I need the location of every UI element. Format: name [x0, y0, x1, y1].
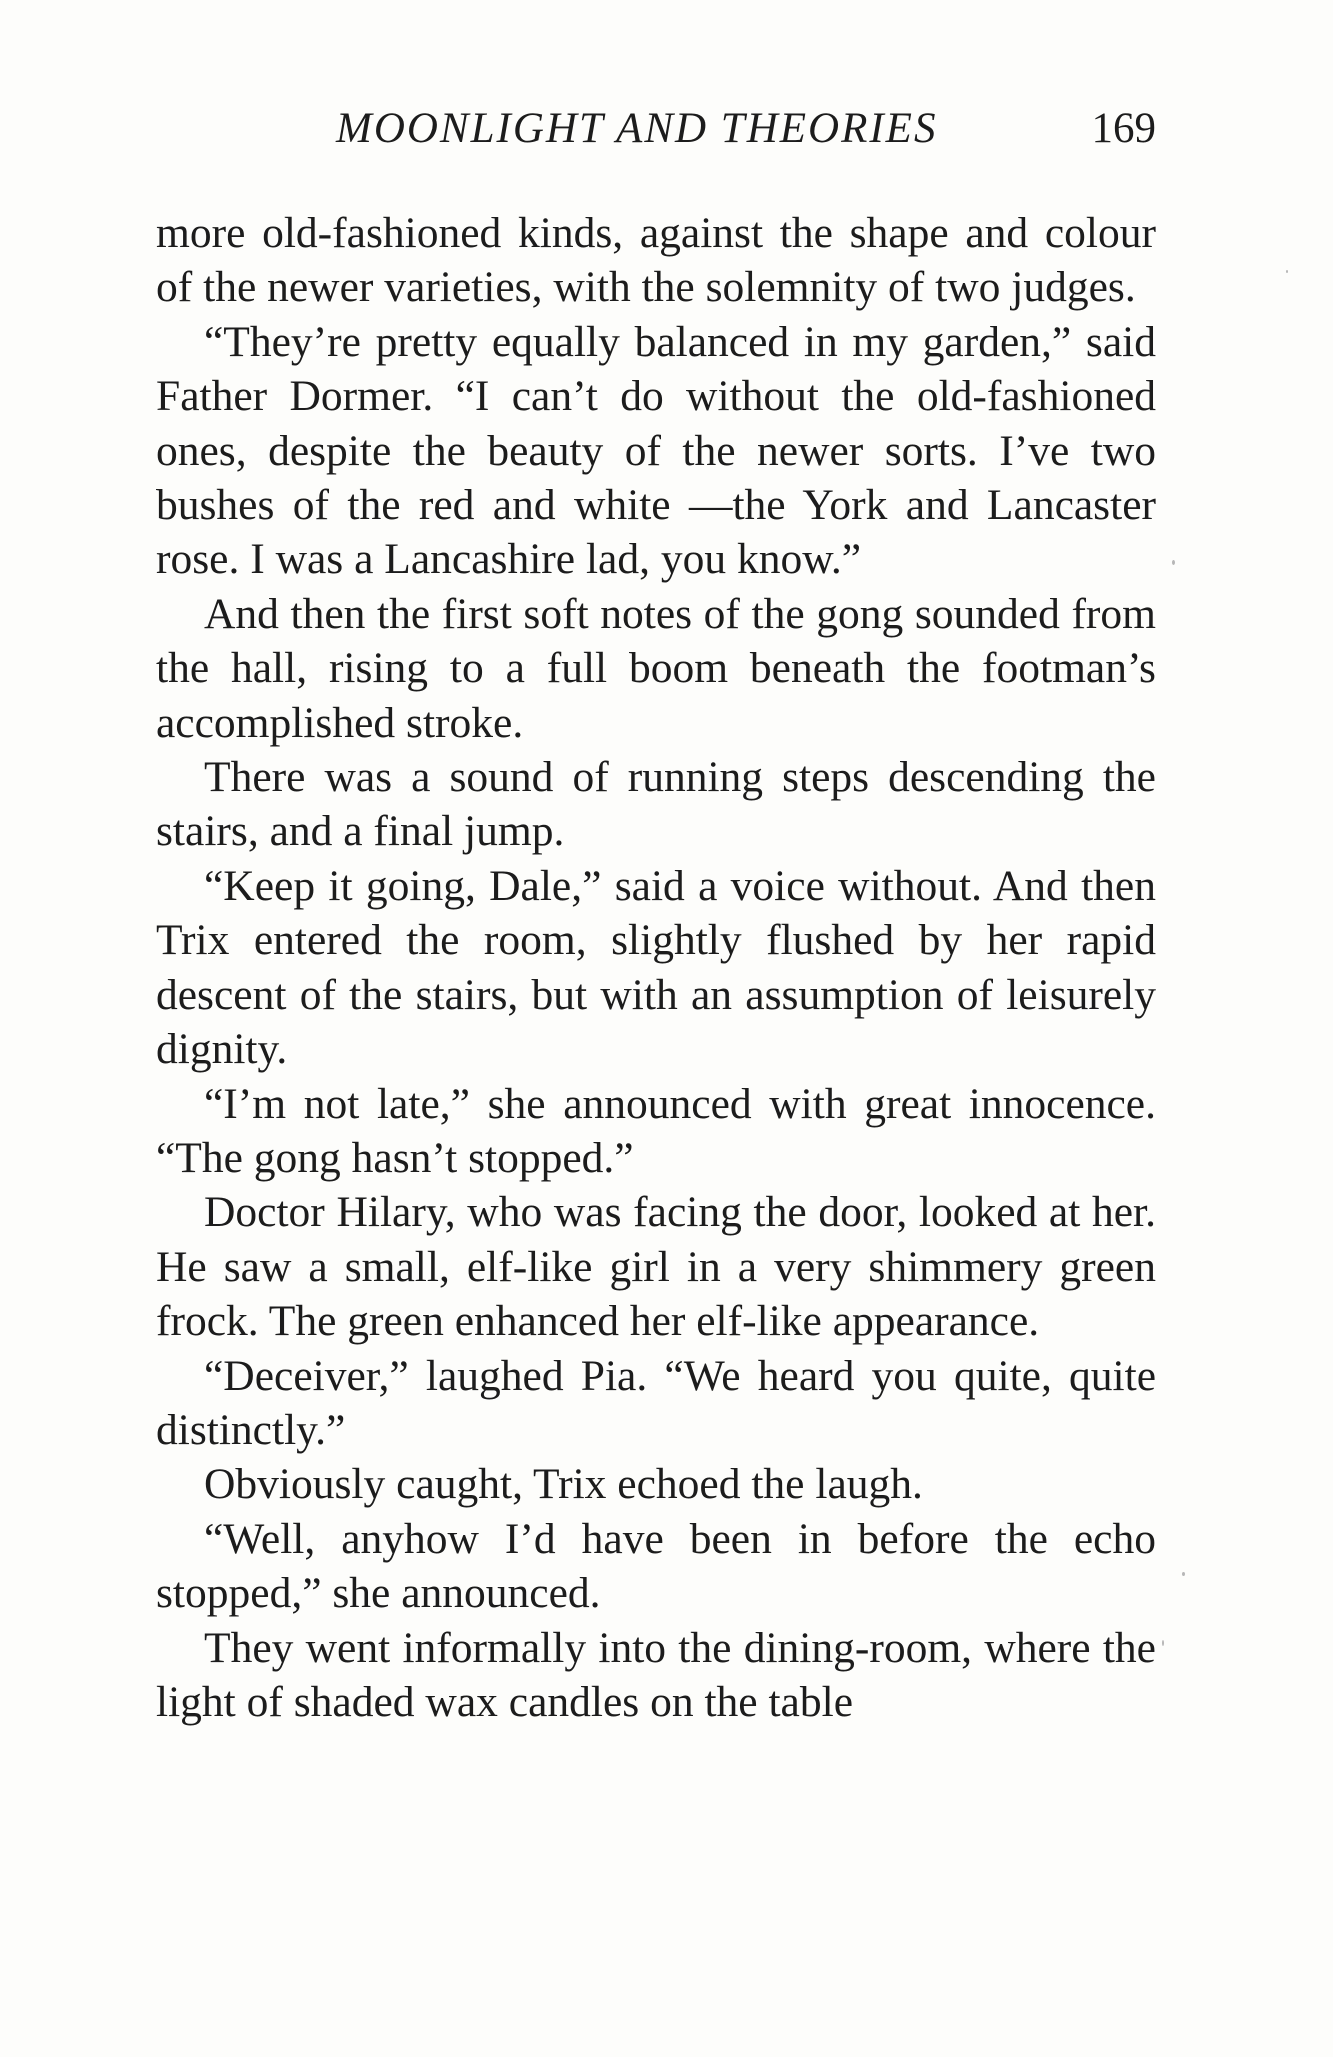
running-head: [156, 104, 1156, 164]
paragraph: Obviously caught, Trix echoed the laugh.: [204, 1460, 923, 1509]
paragraph: “They’re pretty equally balanced in my garden,” said Father Dormer. “I can’t do without the old-fashioned ones, despite the beauty of the newer sorts. I’ve two bushes of the red and white —the York and Lancaster rose. I was a Lancashire lad, you know.”: [156, 317, 1156, 584]
paragraph: “I’m not late,” she announced with great innocence. “The gong hasn’t stopped.”: [156, 1079, 1156, 1182]
page-number: 169: [1091, 105, 1156, 152]
paragraph: And then the first soft notes of the gong sounded from the hall, rising to a full boom beneath the footman’s accomplished stroke.: [156, 589, 1156, 747]
paragraph: “Well, anyhow I’d have been in before the echo stopped,” she announced.: [156, 1514, 1156, 1618]
paper-speck: [1286, 270, 1288, 273]
paragraph: “Deceiver,” laughed Pia. “We heard you quite, quite distinctly.”: [156, 1351, 1156, 1454]
paragraph: Doctor Hilary, who was facing the door, looked at her. He saw a small, elf-like girl in a very shimmery green frock. The green enhanced her elf-like appearance.: [156, 1188, 1156, 1346]
paper-speck: [1162, 1640, 1164, 1646]
paper-speck: [1182, 1572, 1185, 1576]
paragraph: more old-fashioned kinds, against the shape and colour of the newer varieties, with the solemnity of two judges.: [156, 209, 1156, 312]
paragraph: “Keep it going, Dale,” said a voice without. And then Trix entered the room, slightly flushed by her rapid descent of the stairs, but with an assumption of leisurely dignity.: [156, 861, 1156, 1074]
paper-speck: [1172, 560, 1175, 565]
paragraph: They went informally into the dining-room, where the light of shaded wax candles on the table: [156, 1623, 1156, 1726]
running-title: MOONLIGHT AND THEORIES: [336, 105, 938, 152]
body-text: [156, 206, 1156, 1729]
paragraph: There was a sound of running steps descending the stairs, and a final jump.: [156, 753, 1156, 856]
